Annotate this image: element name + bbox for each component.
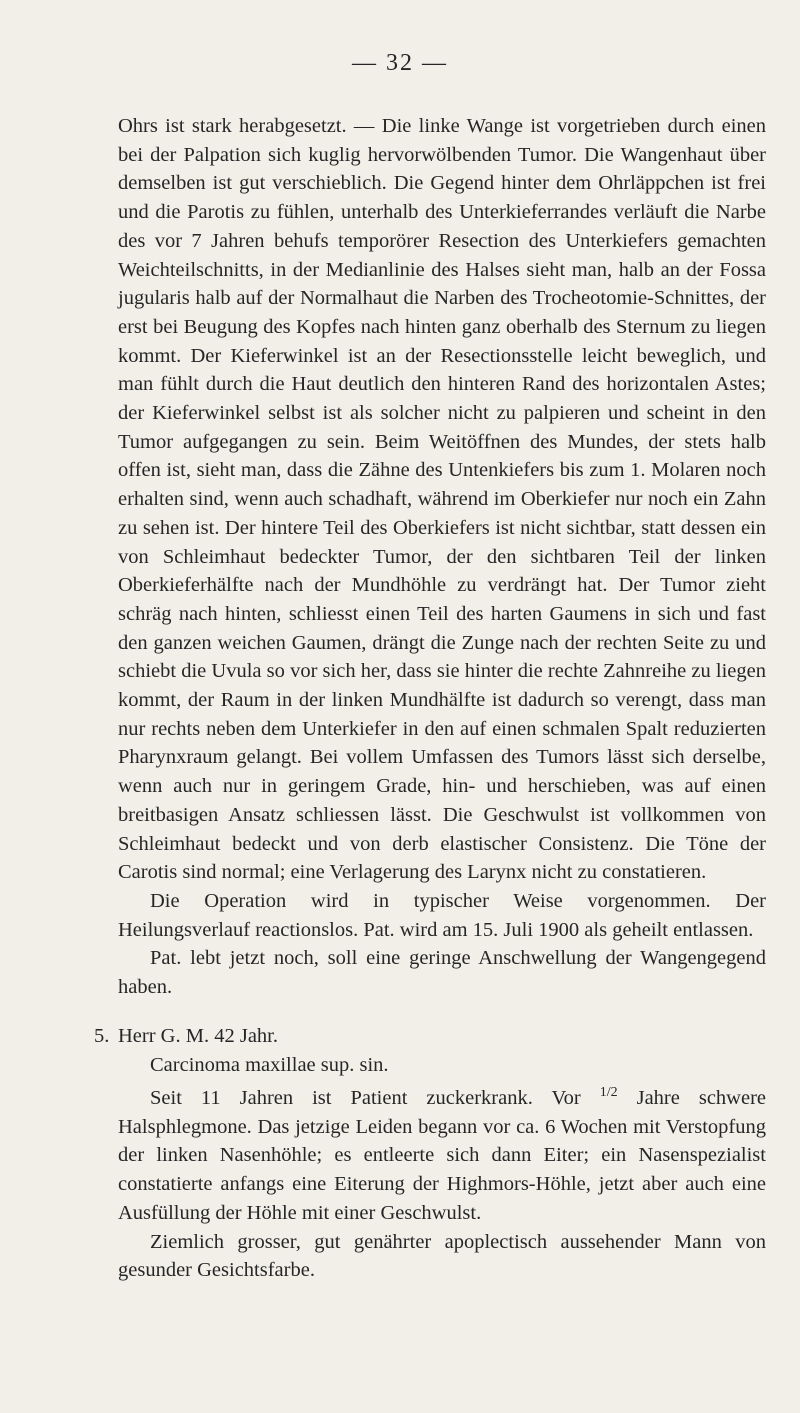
case4-paragraph-1: Ohrs ist stark herabgesetzt. — Die linke Wange ist vorgetrieben durch einen bei der Palpation sich kuglig hervorwölbenden Tumor. Die Wangenhaut über demselben ist gut verschieblich. Die Gegend hinter dem Ohrläppchen ist frei und die Parotis zu fühlen, unterhalb des Unterkieferrandes verläuft die Narbe des vor 7 Jahren behufs temporörer Resection des Unterkiefers gemachten Weichteilschnitts, in der Medianlinie des Halses sieht man, halb an der Fossa jugularis halb auf der Normalhaut die Narben des Trocheotomie-Schnittes, der erst bei Beugung des Kopfes nach hinten ganz oberhalb des Sternum zu liegen kommt. Der Kieferwinkel ist an der Resectionsstelle leicht beweglich, und man fühlt durch die Haut deutlich den hinteren Rand des horizontalen Astes; der Kieferwinkel selbst ist als solcher nicht zu palpieren und scheint in den Tumor aufgegangen zu sein. Beim Weitöffnen des Mundes, der stets halb offen ist, sieht man, dass die Zähne des Untenkiefers bis zum 1. Molaren noch erhalten sind, wenn auch schadhaft, während im Oberkiefer nur noch ein Zahn zu sehen ist. Der hintere Teil des Oberkiefers ist nicht sichtbar, statt dessen ein von Schleimhaut bedeckter Tumor, der den sichtbaren Teil der linken Oberkieferhälfte nach der Mundhöhle zu verdrängt hat. Der Tumor zieht schräg nach hinten, schliesst einen Teil des harten Gaumens in sich und fast den ganzen weichen Gaumen, drängt die Zunge nach der rechten Seite zu und schiebt die Uvula so vor sich her, dass sie hinter die rechte Zahnreihe zu liegen kommt, der Raum in der linken Mundhälfte ist dadurch so verengt, dass man nur rechts neben dem Unterkiefer in den auf einen schmalen Spalt reduzierten Pharynxraum gelangt. Bei vollem Umfassen des Tumors lässt sich derselbe, wenn auch nur in geringem Grade, hin- und herschieben, was auf einen breitbasigen Ansatz schliessen lässt. Die Geschwulst ist vollkommen von Schleimhaut bedeckt und von derb elastischer Consistenz. Die Töne der Carotis sind normal; eine Verlagerung des Larynx nicht zu constatieren. [118,115,766,884]
case5-history-after: Jahre schwere Halsphlegmone. Das jetzige Leiden begann vor ca. 6 Wochen mit Verstopfung der linken Nasenhöhle; es entleerte sich dann Eiter; ein Nasenspezialist constatierte anfangs eine Eiterung der Highmors-Höhle, jetzt aber auch eine Ausfüllung der Höhle mit einer Geschwulst. [118,1087,766,1224]
case5-diagnosis: Carcinoma maxillae sup. sin. [150,1053,389,1076]
case5-history [118,1079,766,1227]
fraction-half: 1/2 [599,1085,618,1101]
page-body [94,112,766,1285]
case4-paragraph-3: Pat. lebt jetzt noch, soll eine geringe Anschwellung der Wangengegend haben. [118,947,766,999]
case5-number: 5. [94,1024,110,1047]
section-gap [118,1002,766,1022]
page-number: — 32 — [352,50,448,76]
case5-status: Ziemlich grosser, gut genährter apoplectisch aussehender Mann von gesunder Gesichtsfarbe. [118,1230,766,1282]
case5-header [94,1022,766,1051]
case5-history-before: Seit 11 Jahren ist Patient zuckerkrank. Vor [150,1087,581,1110]
case4-paragraph-2: Die Operation wird in typischer Weise vorgenommen. Der Heilungsverlauf reactionslos. Pat. wird am 15. Juli 1900 als geheilt entlassen. [118,889,766,941]
case5-patient: Herr G. M. 42 Jahr. [118,1024,278,1047]
